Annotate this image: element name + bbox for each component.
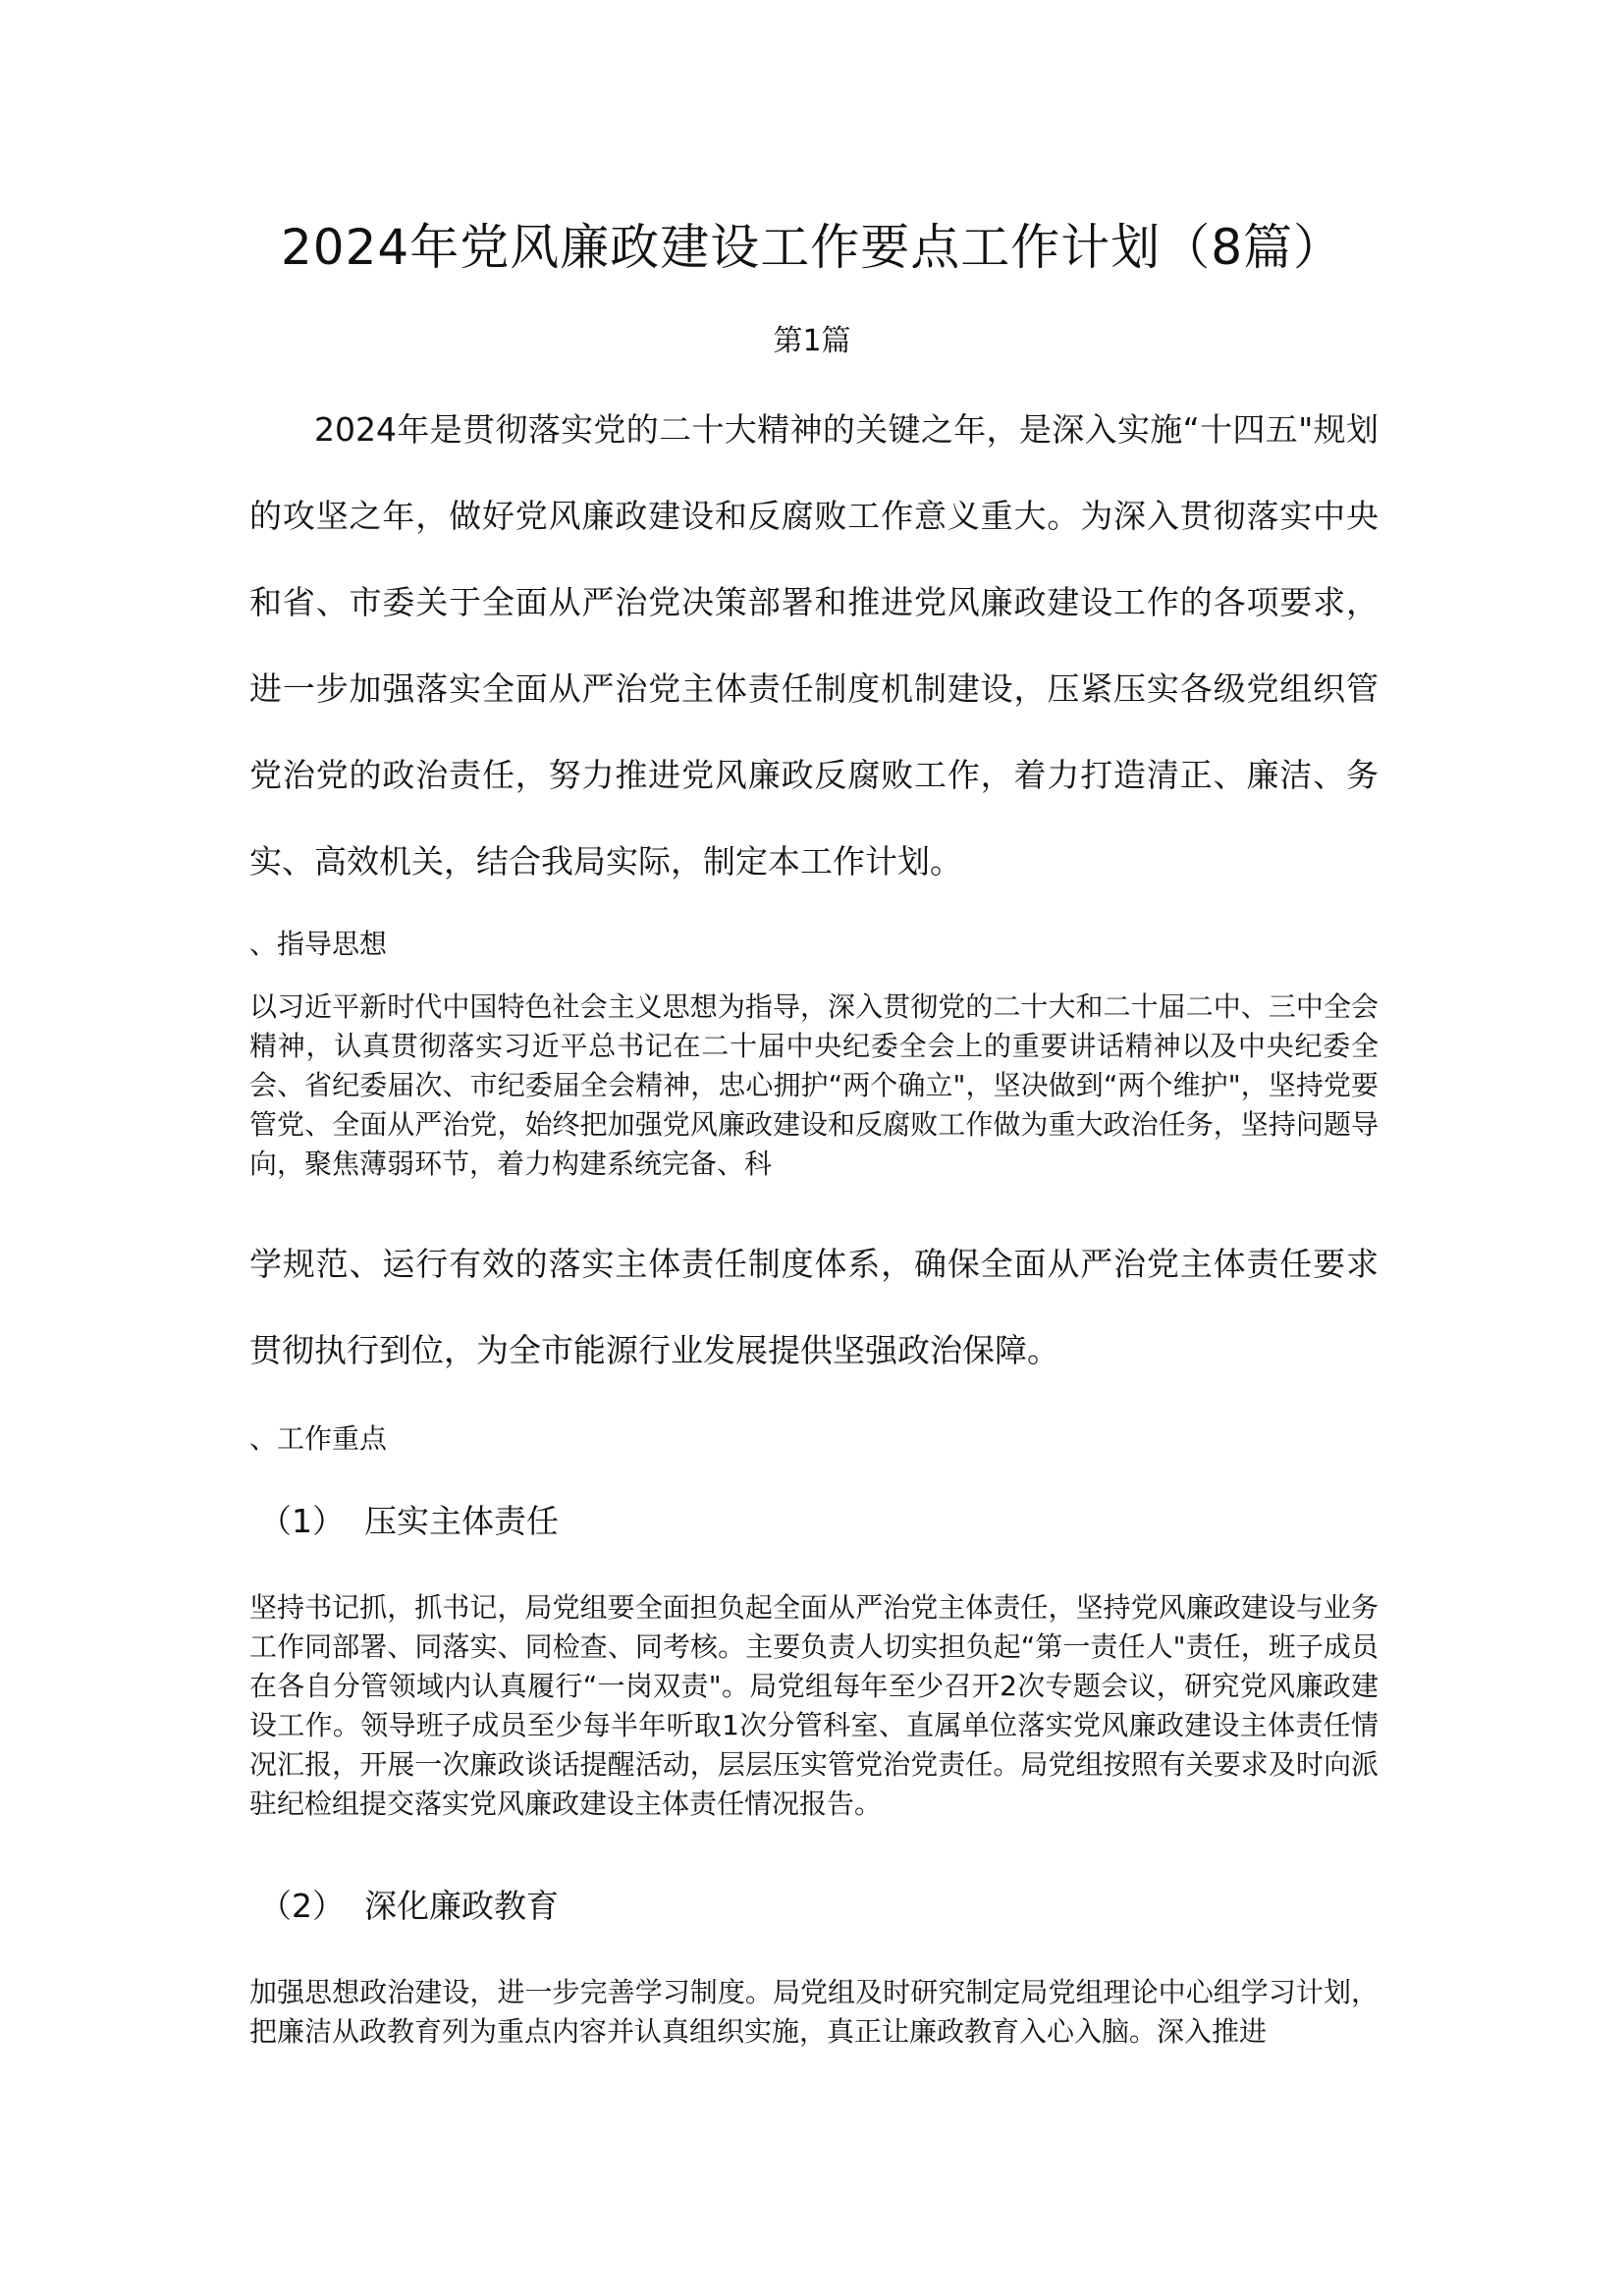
section-heading-work-focus: 、工作重点 xyxy=(249,1422,388,1455)
subsection-heading-responsibility xyxy=(249,1500,1379,1543)
document-subtitle: 第1篇 xyxy=(773,324,851,358)
intro-paragraph: 2024年是贯彻落实党的二十大精神的关键之年，是深入实施“十四五"规划的攻坚之年，做好党风廉政建设和反腐败工作意义重大。为深入贯彻落实中央和省、市委关于全面从严治党决策部署和推进党风廉政建设工作的各项要求，进一步加强落实全面从严治党主体责任制度机制建设，压紧压实各级党组织管党治党的政治责任，努力推进党风廉政反腐败工作，着力打造清正、廉洁、务实、高效机关，结合我局实际，制定本工作计划。 xyxy=(249,410,1379,881)
subsection-number: （2） xyxy=(259,1887,345,1925)
document-title: 2024年党风廉政建设工作要点工作计划（8篇） xyxy=(280,219,1344,276)
subsection-title: 压实主体责任 xyxy=(364,1502,559,1540)
section-heading-guiding-thought: 、指导思想 xyxy=(249,928,388,960)
responsibility-paragraph: 坚持书记抓，抓书记，局党组要全面担负起全面从严治党主体责任，坚持党风廉政建设与业务工作同部署、同落实、同检查、同考核。主要负责人切实担负起“第一责任人"责任，班子成员在各自分管领域内认真履行“一岗双责"。局党组每年至少召开2次专题会议，研究党风廉政建设工作。领导班子成员至少每半年听取1次分管科室、直属单位落实党风廉政建设主体责任情况汇报，开展一次廉政谈话提醒活动，层层压实管党治党责任。局党组按照有关要求及时向派驻纪检组提交落实党风廉政建设主体责任情况报告。 xyxy=(249,1591,1379,1820)
subsection-heading-education xyxy=(249,1885,1379,1928)
subsection-title: 深化廉政教育 xyxy=(364,1887,559,1925)
guiding-thought-paragraph-small: 以习近平新时代中国特色社会主义思想为指导，深入贯彻党的二十大和二十届二中、三中全会精神，认真贯彻落实习近平总书记在二十届中央纪委全会上的重要讲话精神以及中央纪委全会、省纪委届次、市纪委届全会精神，忠心拥护“两个确立"，坚决做到“两个维护"，坚持党要管党、全面从严治党，始终把加强党风廉政建设和反腐败工作做为重大政治任务，坚持问题导向，聚焦薄弱环节，着力构建系统完备、科 xyxy=(249,990,1379,1180)
education-paragraph: 加强思想政治建设，进一步完善学习制度。局党组及时研究制定局党组理论中心组学习计划，把廉洁从政教育列为重点内容并认真组织实施，真正让廉政教育入心入脑。深入推进 xyxy=(249,1976,1379,2048)
guiding-thought-paragraph-large: 学规范、运行有效的落实主体责任制度体系，确保全面从严治党主体责任要求贯彻执行到位，为全市能源行业发展提供坚强政治保障。 xyxy=(249,1245,1379,1369)
subsection-number: （1） xyxy=(259,1502,345,1540)
